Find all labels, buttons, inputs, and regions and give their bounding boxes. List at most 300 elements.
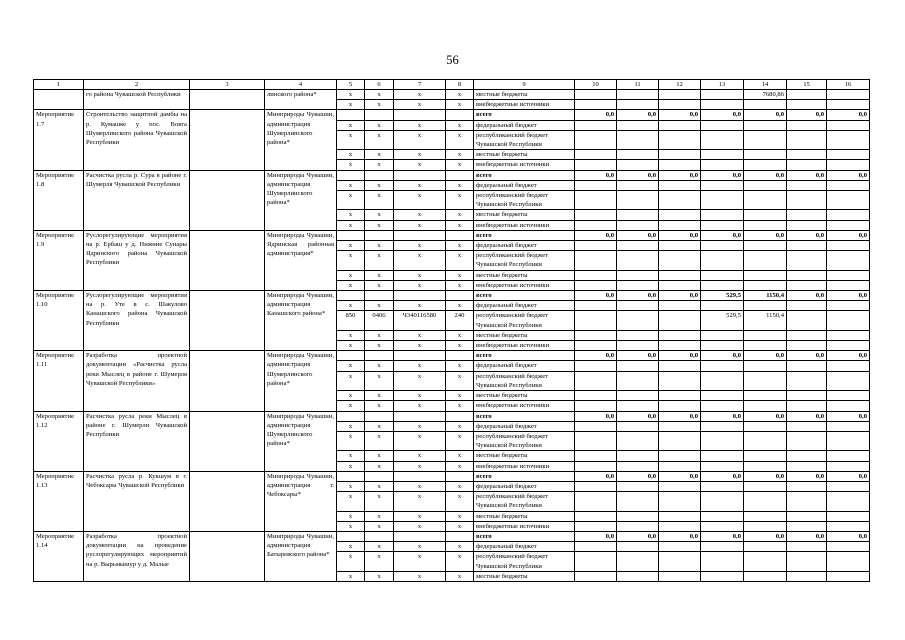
budget-code-cell <box>446 351 474 361</box>
value-cell <box>744 361 787 371</box>
value-cell: 0,0 <box>701 471 744 481</box>
funding-source: местные бюджеты <box>474 90 575 100</box>
value-cell <box>659 130 701 149</box>
column-number-header: 12 <box>659 80 701 90</box>
budget-code-cell: x <box>394 492 446 511</box>
value-cell: 1150,4 <box>744 291 787 301</box>
budget-code-cell: x <box>337 210 365 220</box>
budget-code-cell: x <box>365 280 394 290</box>
measure-name: Разработка проектной документации на проведение руслорегулирующих мероприятий на р. Вырьмышур у д. Малые <box>84 531 190 581</box>
value-cell <box>827 401 870 411</box>
value-cell <box>827 180 870 190</box>
funding-source: республиканский бюджет Чувашской Республики <box>474 492 575 511</box>
value-cell <box>659 220 701 230</box>
budget-code-cell <box>337 351 365 361</box>
budget-code-cell: x <box>446 191 474 210</box>
budget-code-cell: x <box>446 461 474 471</box>
value-cell <box>827 391 870 401</box>
value-cell: 0,0 <box>744 110 787 120</box>
value-cell <box>575 371 617 390</box>
budget-code-cell <box>337 531 365 541</box>
value-cell <box>659 492 701 511</box>
value-cell <box>659 301 701 311</box>
funding-source: всего <box>474 170 575 180</box>
funding-source: всего <box>474 411 575 421</box>
value-cell <box>617 270 659 280</box>
value-cell <box>701 461 744 471</box>
funding-source: внебюджетные источники <box>474 100 575 110</box>
value-cell <box>744 280 787 290</box>
value-cell: 0,0 <box>575 230 617 240</box>
page-number: 56 <box>446 53 459 67</box>
empty-cell <box>190 471 265 531</box>
value-cell <box>827 191 870 210</box>
budget-code-cell: x <box>446 210 474 220</box>
budget-code-cell: x <box>446 571 474 581</box>
funding-source: всего <box>474 230 575 240</box>
budget-code-cell: x <box>446 341 474 351</box>
value-cell <box>575 571 617 581</box>
funding-source: федеральный бюджет <box>474 301 575 311</box>
measure-name: Расчистка русла р. Кукшум в г. Чебоксары Чувашской Республики <box>84 471 190 531</box>
value-cell <box>787 180 827 190</box>
budget-code-cell: x <box>337 421 365 431</box>
value-cell <box>787 90 827 100</box>
column-number-header: 2 <box>84 80 190 90</box>
value-cell <box>744 241 787 251</box>
value-cell <box>701 130 744 149</box>
value-cell <box>787 150 827 160</box>
value-cell <box>617 311 659 330</box>
budget-code-cell <box>446 471 474 481</box>
empty-cell <box>190 531 265 581</box>
value-cell: 0,0 <box>701 170 744 180</box>
budget-code-cell: x <box>394 371 446 390</box>
value-cell <box>827 361 870 371</box>
funding-source: федеральный бюджет <box>474 180 575 190</box>
value-cell <box>827 461 870 471</box>
budget-code-cell: x <box>446 90 474 100</box>
value-cell: 0,0 <box>744 170 787 180</box>
budget-code-cell: x <box>337 191 365 210</box>
value-cell <box>701 542 744 552</box>
value-cell <box>659 241 701 251</box>
budget-code-cell: x <box>337 492 365 511</box>
budget-code-cell <box>365 471 394 481</box>
table-row <box>34 230 870 240</box>
value-cell <box>659 210 701 220</box>
value-cell <box>617 481 659 491</box>
budget-code-cell: x <box>446 280 474 290</box>
empty-cell <box>190 291 265 351</box>
value-cell <box>659 371 701 390</box>
value-cell <box>575 391 617 401</box>
value-cell <box>701 401 744 411</box>
value-cell <box>575 511 617 521</box>
value-cell <box>617 150 659 160</box>
value-cell <box>787 251 827 270</box>
executor: линского района* <box>265 90 337 110</box>
value-cell <box>744 130 787 149</box>
value-cell <box>787 371 827 390</box>
value-cell <box>787 120 827 130</box>
value-cell: 1150,4 <box>744 311 787 330</box>
value-cell: 0,0 <box>787 170 827 180</box>
value-cell: 0,0 <box>787 291 827 301</box>
budget-code-cell: x <box>365 251 394 270</box>
value-cell: 0,0 <box>744 230 787 240</box>
value-cell: 0,0 <box>575 471 617 481</box>
value-cell <box>575 150 617 160</box>
value-cell <box>659 521 701 531</box>
funding-source: внебюджетные источники <box>474 521 575 531</box>
value-cell <box>744 481 787 491</box>
value-cell <box>659 542 701 552</box>
funding-source: республиканский бюджет Чувашской Республики <box>474 371 575 390</box>
budget-code-cell: x <box>365 330 394 340</box>
value-cell <box>701 451 744 461</box>
budget-code-cell: x <box>394 301 446 311</box>
budget-code-cell <box>446 110 474 120</box>
funding-source: внебюджетные источники <box>474 401 575 411</box>
value-cell <box>744 521 787 531</box>
value-cell <box>701 521 744 531</box>
budget-code-cell: x <box>446 150 474 160</box>
value-cell <box>744 251 787 270</box>
value-cell <box>744 371 787 390</box>
column-number-header: 7 <box>394 80 446 90</box>
value-cell <box>701 220 744 230</box>
value-cell <box>617 492 659 511</box>
budget-code-cell <box>394 291 446 301</box>
value-cell <box>617 180 659 190</box>
value-cell <box>575 191 617 210</box>
budget-code-cell: x <box>446 481 474 491</box>
budget-code-cell: x <box>446 431 474 450</box>
value-cell <box>787 280 827 290</box>
value-cell <box>787 481 827 491</box>
funding-source: внебюджетные источники <box>474 160 575 170</box>
budget-code-cell: x <box>337 511 365 521</box>
funding-source: местные бюджеты <box>474 210 575 220</box>
value-cell <box>701 251 744 270</box>
budget-code-cell: x <box>394 100 446 110</box>
column-number-header: 6 <box>365 80 394 90</box>
measure-label: Мероприятие 1.8 <box>34 170 84 230</box>
column-number-header: 3 <box>190 80 265 90</box>
value-cell: 0,0 <box>617 471 659 481</box>
value-cell <box>701 341 744 351</box>
budget-code-cell: x <box>394 180 446 190</box>
value-cell: 0,0 <box>787 471 827 481</box>
budget-code-cell: x <box>394 341 446 351</box>
funding-source: местные бюджеты <box>474 571 575 581</box>
budget-code-cell: x <box>446 100 474 110</box>
measure-label-cell <box>34 90 84 110</box>
column-number-header: 14 <box>744 80 787 90</box>
value-cell <box>827 552 870 571</box>
value-cell <box>744 220 787 230</box>
budget-code-cell: x <box>446 371 474 390</box>
budget-code-cell: x <box>365 361 394 371</box>
value-cell <box>701 280 744 290</box>
value-cell <box>744 492 787 511</box>
budget-code-cell: x <box>337 371 365 390</box>
value-cell <box>575 120 617 130</box>
value-cell <box>617 391 659 401</box>
table-row <box>34 291 870 301</box>
budget-code-cell: x <box>446 492 474 511</box>
value-cell <box>701 371 744 390</box>
budget-code-cell <box>446 291 474 301</box>
budget-code-cell <box>337 170 365 180</box>
value-cell <box>744 270 787 280</box>
budget-code-cell: x <box>365 191 394 210</box>
value-cell <box>659 461 701 471</box>
value-cell <box>617 521 659 531</box>
value-cell <box>701 492 744 511</box>
value-cell <box>659 191 701 210</box>
value-cell <box>701 90 744 100</box>
value-cell <box>659 311 701 330</box>
value-cell: 0,0 <box>575 170 617 180</box>
value-cell <box>659 280 701 290</box>
value-cell: 7680,86 <box>744 90 787 100</box>
value-cell <box>575 220 617 230</box>
funding-source: местные бюджеты <box>474 150 575 160</box>
value-cell <box>827 341 870 351</box>
value-cell: 529,5 <box>701 311 744 330</box>
value-cell <box>659 421 701 431</box>
value-cell: 0,0 <box>744 411 787 421</box>
value-cell <box>617 461 659 471</box>
budget-code-cell: x <box>394 521 446 531</box>
value-cell: 0,0 <box>659 170 701 180</box>
value-cell <box>744 150 787 160</box>
budget-code-cell: x <box>394 210 446 220</box>
budget-code-cell: x <box>365 160 394 170</box>
header-row <box>34 80 870 90</box>
value-cell <box>787 511 827 521</box>
funding-source: федеральный бюджет <box>474 241 575 251</box>
value-cell: 0,0 <box>617 291 659 301</box>
value-cell <box>701 511 744 521</box>
value-cell: 0,0 <box>575 411 617 421</box>
value-cell <box>827 371 870 390</box>
value-cell <box>701 431 744 450</box>
value-cell <box>701 160 744 170</box>
value-cell <box>659 341 701 351</box>
value-cell <box>827 120 870 130</box>
value-cell <box>744 180 787 190</box>
budget-code-cell: x <box>394 130 446 149</box>
value-cell <box>827 301 870 311</box>
budget-code-cell: x <box>337 451 365 461</box>
value-cell <box>659 120 701 130</box>
value-cell: 0,0 <box>617 110 659 120</box>
value-cell: 0,0 <box>575 351 617 361</box>
value-cell <box>787 270 827 280</box>
budget-code-cell: x <box>365 100 394 110</box>
value-cell <box>575 330 617 340</box>
funding-source: местные бюджеты <box>474 451 575 461</box>
budget-code-cell: x <box>446 421 474 431</box>
value-cell <box>575 521 617 531</box>
value-cell: 0,0 <box>659 411 701 421</box>
budget-code-cell: x <box>446 361 474 371</box>
budget-code-cell: x <box>365 210 394 220</box>
budget-code-cell: x <box>394 241 446 251</box>
value-cell: 0,0 <box>701 411 744 421</box>
budget-code-cell: x <box>446 130 474 149</box>
value-cell: 0,0 <box>787 110 827 120</box>
value-cell <box>744 301 787 311</box>
budget-code-cell: x <box>337 160 365 170</box>
value-cell: 0,0 <box>617 411 659 421</box>
budget-code-cell: x <box>446 542 474 552</box>
value-cell: 0,0 <box>659 110 701 120</box>
value-cell: 0,0 <box>827 471 870 481</box>
value-cell <box>787 220 827 230</box>
budget-code-cell <box>394 351 446 361</box>
value-cell: 0,0 <box>827 291 870 301</box>
value-cell: 0,0 <box>659 291 701 301</box>
value-cell <box>787 521 827 531</box>
value-cell <box>827 280 870 290</box>
value-cell <box>617 90 659 100</box>
column-number-header: 15 <box>787 80 827 90</box>
value-cell <box>787 100 827 110</box>
budget-code-cell: x <box>446 301 474 311</box>
value-cell <box>827 542 870 552</box>
value-cell <box>744 330 787 340</box>
value-cell <box>701 481 744 491</box>
column-number-header: 10 <box>575 80 617 90</box>
value-cell <box>744 511 787 521</box>
value-cell <box>659 180 701 190</box>
budget-code-cell: x <box>394 481 446 491</box>
budget-code-cell: x <box>446 270 474 280</box>
budget-code-cell: x <box>337 241 365 251</box>
budget-code-cell: x <box>337 301 365 311</box>
budget-code-cell: x <box>446 451 474 461</box>
measure-name: Расчистка русла реки Мыслец в районе г. Шумерли Чувашской Республики <box>84 411 190 471</box>
value-cell <box>617 191 659 210</box>
value-cell <box>827 521 870 531</box>
measure-name: Расчистка русла р. Сура в районе г. Шумерля Чувашской Республики <box>84 170 190 230</box>
budget-code-cell <box>337 291 365 301</box>
value-cell <box>659 481 701 491</box>
funding-source: республиканский бюджет Чувашской Республики <box>474 431 575 450</box>
measure-label: Мероприятие 1.7 <box>34 110 84 170</box>
value-cell <box>659 90 701 100</box>
budget-code-cell <box>365 230 394 240</box>
value-cell <box>701 361 744 371</box>
value-cell: 0,0 <box>575 110 617 120</box>
budget-code-cell <box>337 230 365 240</box>
value-cell <box>744 160 787 170</box>
budget-code-cell: x <box>394 280 446 290</box>
value-cell: 0,0 <box>827 110 870 120</box>
funding-source: федеральный бюджет <box>474 421 575 431</box>
value-cell: 0,0 <box>827 351 870 361</box>
value-cell: 0,0 <box>701 230 744 240</box>
budget-code-cell: x <box>446 391 474 401</box>
budget-code-cell: x <box>365 451 394 461</box>
value-cell: 0,0 <box>617 531 659 541</box>
budget-code-cell: x <box>337 280 365 290</box>
value-cell <box>787 421 827 431</box>
value-cell <box>701 391 744 401</box>
value-cell <box>701 180 744 190</box>
value-cell <box>744 451 787 461</box>
value-cell: 0,0 <box>827 531 870 541</box>
empty-cell <box>190 90 265 110</box>
value-cell <box>575 251 617 270</box>
value-cell <box>787 361 827 371</box>
budget-code-cell: x <box>337 251 365 270</box>
funding-source: местные бюджеты <box>474 391 575 401</box>
budget-code-cell: x <box>337 120 365 130</box>
value-cell <box>659 571 701 581</box>
value-cell <box>701 100 744 110</box>
measure-label: Мероприятие 1.9 <box>34 230 84 290</box>
value-cell <box>787 191 827 210</box>
budget-code-cell: x <box>394 361 446 371</box>
budget-code-cell: x <box>365 431 394 450</box>
empty-cell <box>190 230 265 290</box>
column-number-header: 1 <box>34 80 84 90</box>
empty-cell <box>190 110 265 170</box>
budget-code-cell <box>337 411 365 421</box>
budget-code-cell <box>446 230 474 240</box>
budget-code-cell: x <box>365 241 394 251</box>
funding-source: республиканский бюджет Чувашской Республики <box>474 191 575 210</box>
budget-code-cell: 850 <box>337 311 365 330</box>
budget-code-cell <box>394 531 446 541</box>
value-cell <box>575 90 617 100</box>
value-cell: 0,0 <box>744 351 787 361</box>
value-cell <box>827 251 870 270</box>
budget-code-cell: x <box>446 180 474 190</box>
value-cell <box>787 241 827 251</box>
empty-cell <box>190 351 265 411</box>
budget-code-cell: x <box>446 511 474 521</box>
value-cell <box>617 421 659 431</box>
value-cell: 0,0 <box>575 531 617 541</box>
value-cell <box>575 552 617 571</box>
budget-code-cell: x <box>337 220 365 230</box>
budget-code-cell: x <box>446 401 474 411</box>
budget-code-cell: x <box>365 220 394 230</box>
executor: Минприроды Чувашии, администрация Шумерлинского района* <box>265 411 337 471</box>
value-cell <box>744 191 787 210</box>
budget-code-cell: x <box>365 301 394 311</box>
executor: Минприроды Чувашии, администрация Шумерлинского района* <box>265 351 337 411</box>
value-cell <box>744 542 787 552</box>
value-cell <box>575 401 617 411</box>
value-cell <box>827 492 870 511</box>
budget-code-cell: x <box>365 511 394 521</box>
value-cell <box>575 210 617 220</box>
value-cell <box>575 100 617 110</box>
budget-code-cell <box>365 351 394 361</box>
value-cell <box>827 100 870 110</box>
column-number-header: 4 <box>265 80 337 90</box>
value-cell <box>701 552 744 571</box>
budget-code-cell <box>394 170 446 180</box>
value-cell <box>617 120 659 130</box>
